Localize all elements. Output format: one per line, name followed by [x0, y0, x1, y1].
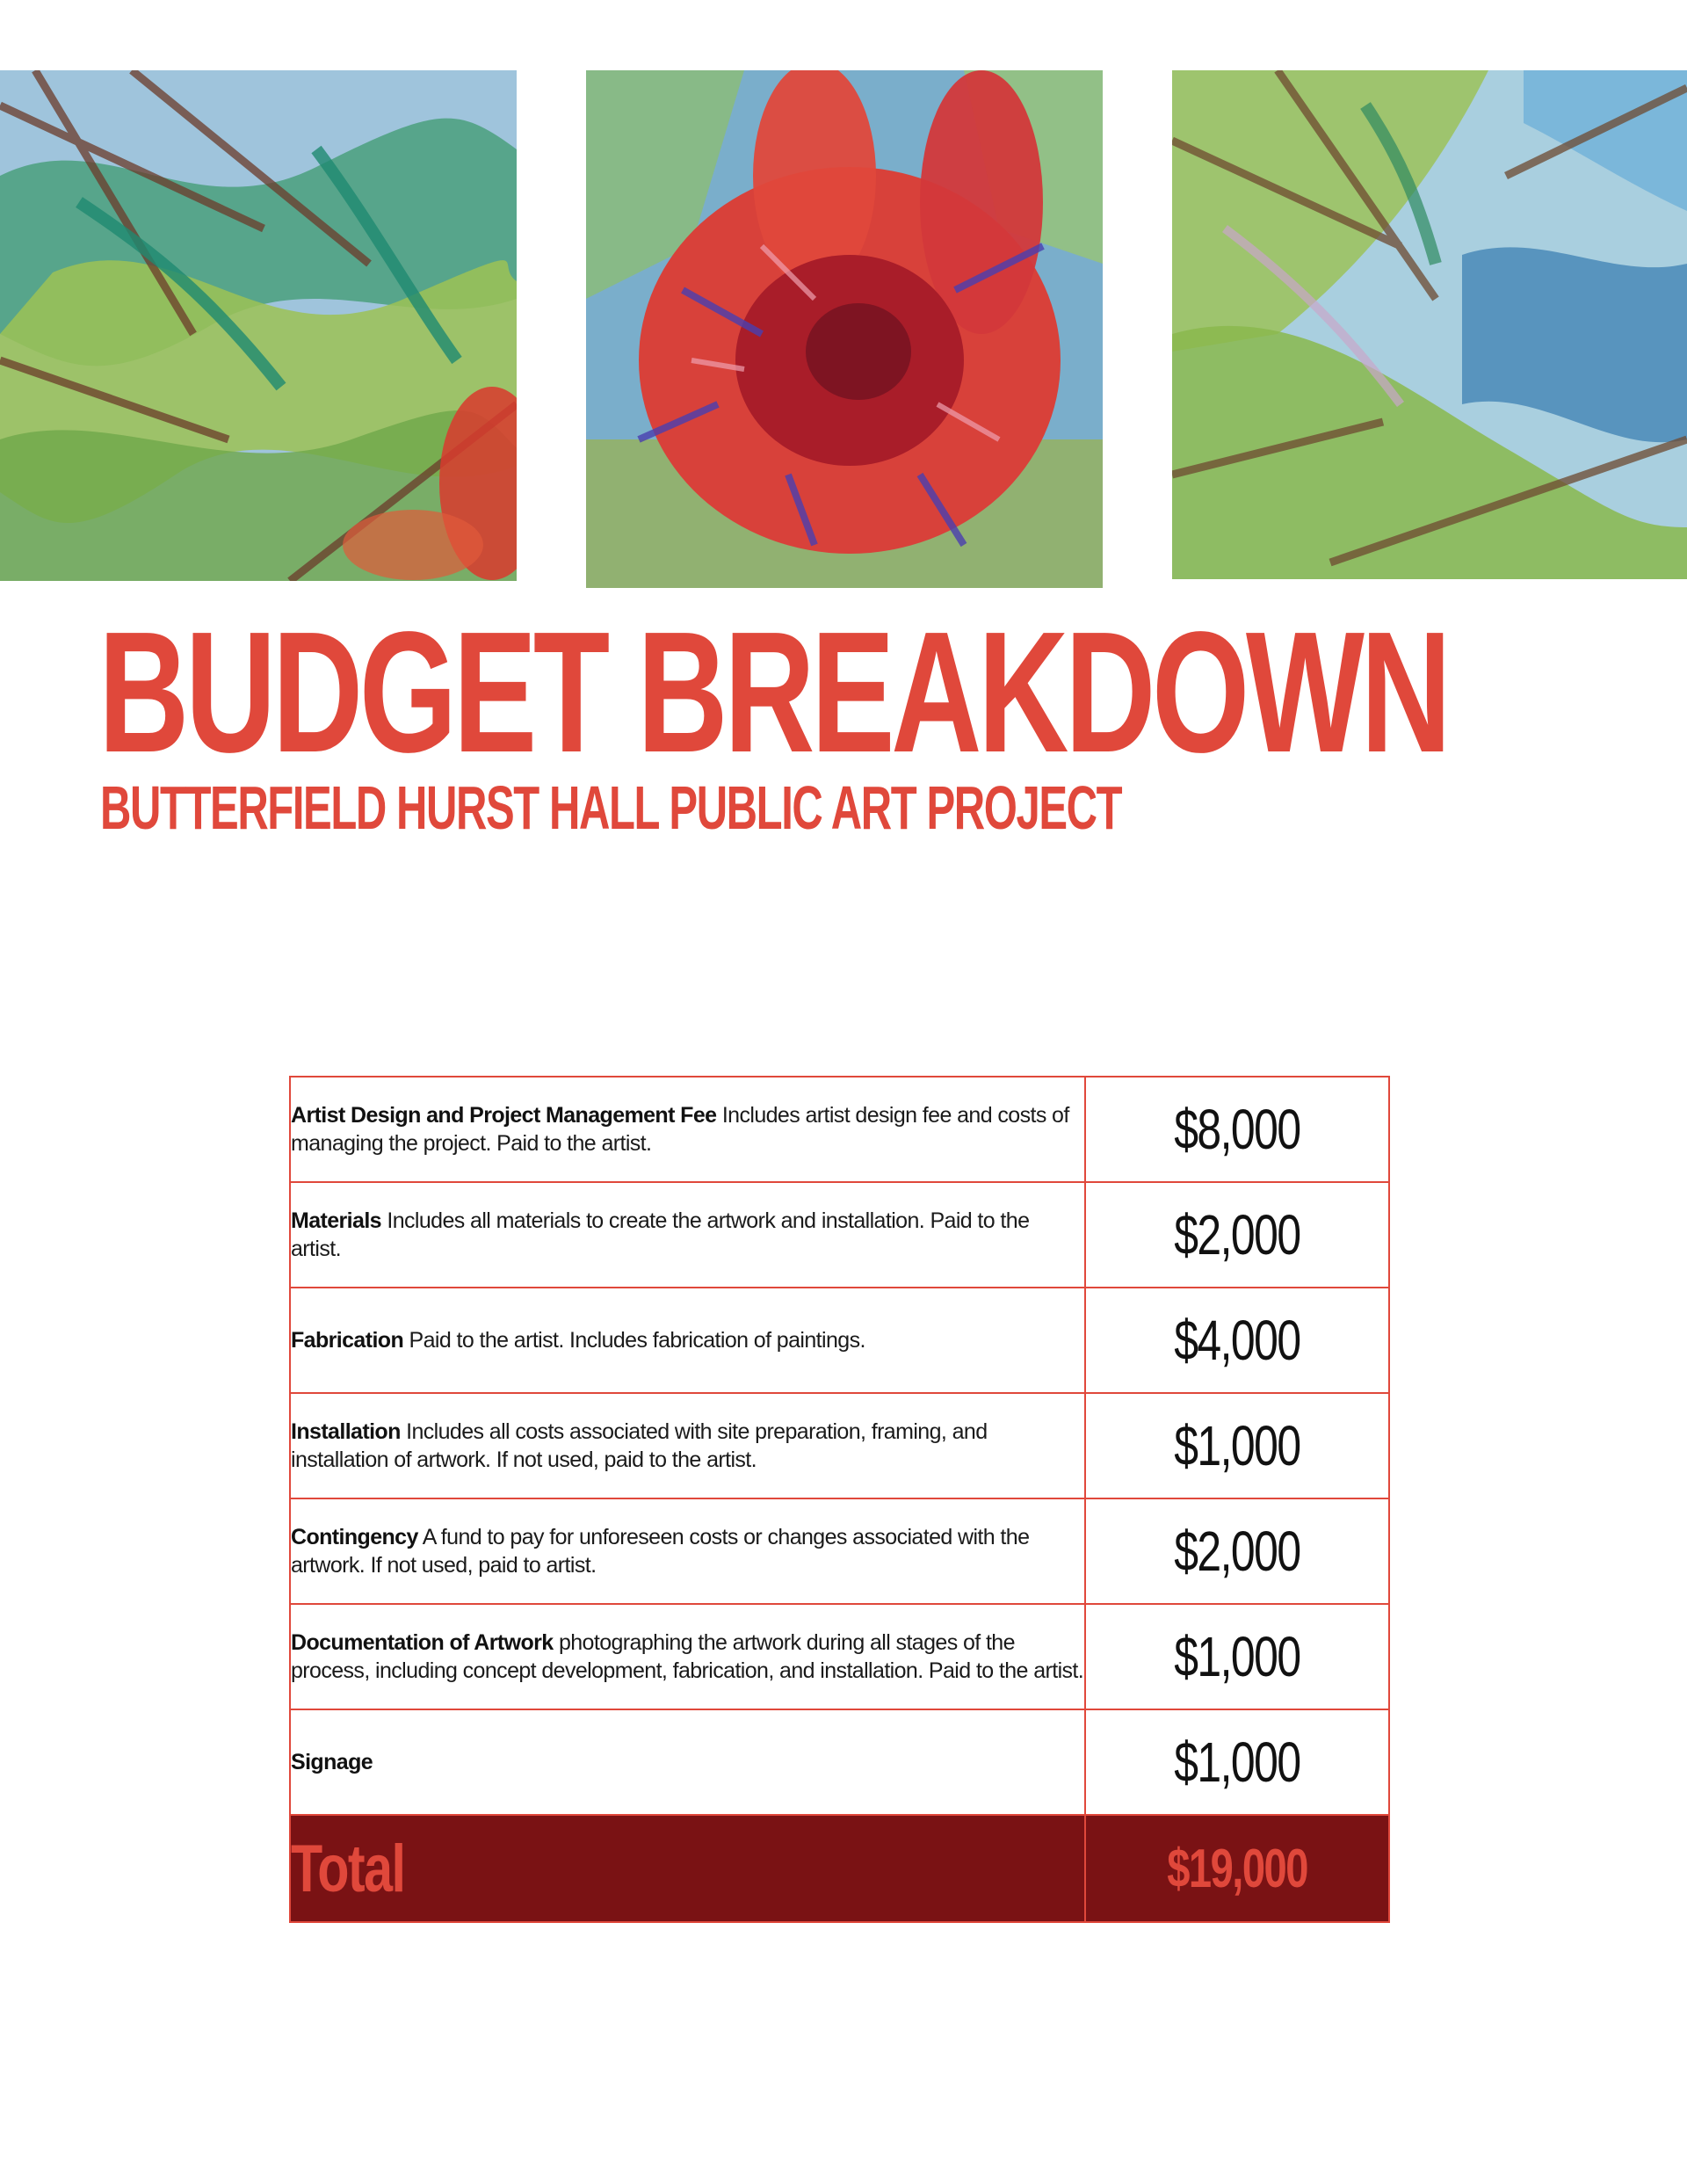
item-description: A fund to pay for unforeseen costs or changes associated with the artwork. If not used, paid to artist.	[291, 1525, 1030, 1578]
item-amount: $1,000	[1174, 1625, 1300, 1688]
table-row	[290, 1604, 1389, 1709]
item-amount-cell	[1085, 1077, 1389, 1182]
item-name: Materials	[291, 1208, 381, 1233]
item-description: Includes all costs associated with site preparation, framing, and installation of artwork. If not used, paid to the artist.	[291, 1419, 988, 1472]
total-row	[290, 1815, 1389, 1922]
table-row	[290, 1288, 1389, 1393]
item-amount: $1,000	[1174, 1414, 1300, 1477]
item-amount-cell	[1085, 1709, 1389, 1815]
table-row	[290, 1393, 1389, 1498]
table-row	[290, 1182, 1389, 1288]
item-amount-cell	[1085, 1182, 1389, 1288]
total-label: Total	[291, 1831, 405, 1906]
item-description-cell	[290, 1604, 1085, 1709]
item-description-cell	[290, 1182, 1085, 1288]
painting-center-artwork	[586, 70, 1103, 588]
item-amount: $4,000	[1174, 1309, 1300, 1372]
page-subtitle: BUTTERFIELD HURST HALL PUBLIC ART PROJECT	[100, 773, 1122, 842]
page-title: BUDGET BREAKDOWN	[98, 596, 1448, 788]
item-description-cell	[290, 1709, 1085, 1815]
painting-center	[586, 70, 1103, 588]
item-name: Artist Design and Project Management Fee	[291, 1103, 717, 1128]
painting-right-artwork	[1172, 70, 1687, 579]
item-amount-cell	[1085, 1604, 1389, 1709]
budget-table	[289, 1076, 1390, 1923]
item-name: Contingency	[291, 1525, 418, 1549]
total-label-cell	[290, 1815, 1085, 1922]
item-amount-cell	[1085, 1498, 1389, 1604]
painting-left-artwork	[0, 70, 517, 581]
item-amount-cell	[1085, 1288, 1389, 1393]
item-amount: $2,000	[1174, 1520, 1300, 1583]
item-amount-cell	[1085, 1393, 1389, 1498]
item-name: Installation	[291, 1419, 401, 1444]
total-amount-cell	[1085, 1815, 1389, 1922]
table-row	[290, 1709, 1389, 1815]
item-description: Paid to the artist. Includes fabrication of paintings.	[409, 1328, 865, 1353]
item-description-cell	[290, 1498, 1085, 1604]
table-row	[290, 1498, 1389, 1604]
item-description-cell	[290, 1288, 1085, 1393]
item-description-cell	[290, 1393, 1085, 1498]
painting-right	[1172, 70, 1687, 579]
painting-left	[0, 70, 517, 581]
item-name: Documentation of Artwork	[291, 1630, 554, 1655]
item-name: Fabrication	[291, 1328, 404, 1353]
total-amount: $19,000	[1167, 1838, 1307, 1899]
item-description: photographing the artwork during all stages of the process, including concept development, fabrication, and installation. Paid to the artist.	[291, 1630, 1084, 1683]
table-row	[290, 1077, 1389, 1182]
item-amount: $2,000	[1174, 1203, 1300, 1266]
item-name: Signage	[291, 1750, 373, 1774]
item-amount: $8,000	[1174, 1098, 1300, 1161]
item-amount: $1,000	[1174, 1731, 1300, 1794]
item-description-cell	[290, 1077, 1085, 1182]
item-description: Includes all materials to create the artwork and installation. Paid to the artist.	[291, 1208, 1030, 1261]
item-description: Includes artist design fee and costs of managing the project. Paid to the artist.	[291, 1103, 1069, 1156]
